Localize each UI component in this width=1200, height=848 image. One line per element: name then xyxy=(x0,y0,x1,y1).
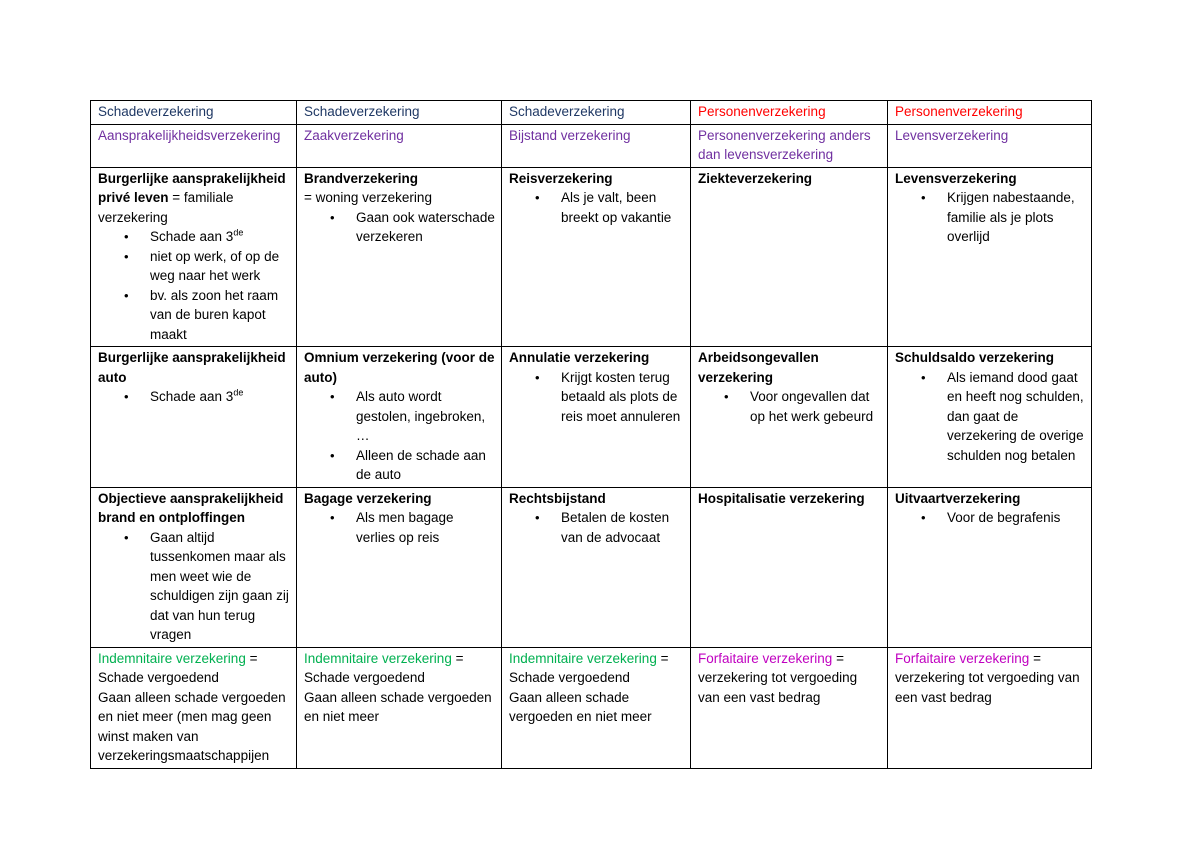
bullet-item: • Als iemand dood gaat en heeft nog schulden, dan gaat de verzekering de overige schulden nog betalen xyxy=(947,368,1085,466)
definition-line: verzekering tot vergoeding van een vast bedrag xyxy=(895,670,1080,705)
type-label: Zaakverzekering xyxy=(304,127,404,143)
definition-eq: = xyxy=(1029,650,1041,666)
insurance-title: Omnium verzekering (voor de auto) xyxy=(304,350,495,385)
bullet-item: • Alleen de schade aan de auto xyxy=(356,446,495,485)
insurance-title: Brandverzekering xyxy=(304,170,419,186)
definition-cell xyxy=(691,647,888,768)
definition-line: verzekering tot vergoeding van een vast bedrag xyxy=(698,670,858,705)
type-label: Aansprakelijkheidsverzekering xyxy=(98,127,281,143)
category-label: Schadeverzekering xyxy=(509,104,625,119)
bullet-item: • Als auto wordt gestolen, ingebroken, … xyxy=(356,387,495,446)
insurance-title: Burgerlijke aansprakelijkheid auto xyxy=(98,350,286,385)
definition-line: Gaan alleen schade vergoeden en niet meer (men mag geen winst maken van verzekeringsmaatschappijen xyxy=(98,689,286,763)
definition-term: Indemnitaire verzekering xyxy=(509,650,657,666)
bullet-list xyxy=(895,188,1085,247)
bullet-item: • Gaan altijd tussenkomen maar als men weet wie de schuldigen zijn gaan zij dat van hun terug vragen xyxy=(150,528,290,645)
definition-eq: = xyxy=(245,650,258,666)
type-label: Personenverzekering anders dan levensverzekering xyxy=(698,127,871,162)
insurance-cell xyxy=(91,347,297,488)
definition-cell xyxy=(91,647,297,768)
definition-term: Forfaitaire verzekering xyxy=(698,650,833,666)
definition-term: Indemnitaire verzekering xyxy=(98,650,246,666)
insurance-title: Arbeidsongevallen verzekering xyxy=(698,350,819,385)
bullet-list xyxy=(895,368,1085,466)
category-cell xyxy=(297,101,502,125)
insurance-title: Rechtsbijstand xyxy=(509,490,606,506)
bullet-list xyxy=(98,528,290,645)
type-label: Bijstand verzekering xyxy=(509,127,631,143)
insurance-title: Levensverzekering xyxy=(895,170,1017,186)
bullet-item: • Betalen de kosten van de advocaat xyxy=(561,508,684,547)
definition-line: Schade vergoedend xyxy=(98,670,219,685)
type-label: Levensverzekering xyxy=(895,127,1009,143)
definition-line: Gaan alleen schade vergoeden en niet meer xyxy=(304,689,492,724)
insurance-title: Schuldsaldo verzekering xyxy=(895,350,1055,365)
bullet-item: • Als je valt, been breekt op vakantie xyxy=(561,188,684,227)
category-cell xyxy=(888,101,1092,125)
bullet-item: • bv. als zoon het raam van de buren kapot maakt xyxy=(150,286,290,345)
insurance-cell xyxy=(502,487,691,647)
category-cell xyxy=(502,101,691,125)
definition-eq: = xyxy=(656,650,669,666)
insurance-cell xyxy=(502,347,691,488)
insurance-row xyxy=(91,167,1092,347)
bullet-list xyxy=(509,188,684,227)
bullet-item: • Krijgt kosten terug betaald als plots de reis moet annuleren xyxy=(561,368,684,427)
insurance-row xyxy=(91,487,1092,647)
category-label: Schadeverzekering xyxy=(98,104,214,119)
type-cell xyxy=(888,124,1092,167)
definition-term: Indemnitaire verzekering xyxy=(304,650,452,666)
definition-eq: = xyxy=(451,650,464,666)
insurance-title: Bagage verzekering xyxy=(304,490,432,506)
insurance-row xyxy=(91,347,1092,488)
category-label: Personenverzekering xyxy=(895,104,1023,119)
insurance-cell xyxy=(297,347,502,488)
bullet-list xyxy=(509,508,684,547)
insurance-cell xyxy=(91,487,297,647)
type-row xyxy=(91,124,1092,167)
insurance-title: Hospitalisatie verzekering xyxy=(698,490,865,506)
definition-term: Forfaitaire verzekering xyxy=(895,650,1030,666)
insurance-intro: = woning verzekering xyxy=(304,190,432,205)
bullet-list xyxy=(98,387,290,407)
insurance-cell xyxy=(888,167,1092,347)
category-label: Schadeverzekering xyxy=(304,104,420,119)
type-cell xyxy=(91,124,297,167)
definition-line: Schade vergoedend xyxy=(304,670,425,685)
definition-eq: = xyxy=(832,650,844,666)
bullet-list xyxy=(304,208,495,247)
bullet-list xyxy=(304,387,495,485)
insurance-title: Reisverzekering xyxy=(509,170,613,186)
definition-line: Schade vergoedend xyxy=(509,670,630,685)
definition-cell xyxy=(888,647,1092,768)
insurance-title: Burgerlijke aansprakelijkheid privé leven xyxy=(98,170,286,205)
insurance-cell xyxy=(691,347,888,488)
insurance-cell xyxy=(691,487,888,647)
type-cell xyxy=(691,124,888,167)
insurance-heading xyxy=(98,169,290,228)
type-cell xyxy=(502,124,691,167)
category-row xyxy=(91,101,1092,125)
insurance-title: Ziekteverzekering xyxy=(698,170,813,186)
insurance-cell xyxy=(502,167,691,347)
bullet-list xyxy=(895,508,1085,528)
insurance-cell xyxy=(888,347,1092,488)
category-label: Personenverzekering xyxy=(698,104,826,119)
definition-line: Gaan alleen schade vergoeden en niet meer xyxy=(509,689,652,724)
insurance-cell xyxy=(91,167,297,347)
insurance-title-suffix: = familiale verzekering xyxy=(98,190,234,225)
bullet-item: • niet op werk, of op de weg naar het werk xyxy=(150,247,290,286)
insurance-title: Objectieve aansprakelijkheid brand en ontploffingen xyxy=(98,490,284,525)
insurance-overview-table xyxy=(90,100,1092,769)
definition-cell xyxy=(502,647,691,768)
insurance-cell xyxy=(297,487,502,647)
bullet-item: • Gaan ook waterschade verzekeren xyxy=(356,208,495,247)
bullet-item: • Voor ongevallen dat op het werk gebeurd xyxy=(750,387,881,426)
bullet-item: • Krijgen nabestaande, familie als je plots overlijd xyxy=(947,188,1085,247)
bullet-item: • Voor de begrafenis xyxy=(947,508,1085,528)
definition-row xyxy=(91,647,1092,768)
type-cell xyxy=(297,124,502,167)
insurance-cell xyxy=(691,167,888,347)
category-cell xyxy=(91,101,297,125)
bullet-list xyxy=(98,227,290,344)
category-cell xyxy=(691,101,888,125)
bullet-list xyxy=(304,508,495,547)
insurance-title: Annulatie verzekering xyxy=(509,350,650,365)
insurance-cell xyxy=(888,487,1092,647)
bullet-item: • Schade aan 3de xyxy=(150,227,290,247)
insurance-title: Uitvaartverzekering xyxy=(895,490,1021,506)
definition-cell xyxy=(297,647,502,768)
bullet-item: • Als men bagage verlies op reis xyxy=(356,508,495,547)
bullet-list xyxy=(509,368,684,427)
bullet-item: • Schade aan 3de xyxy=(150,387,290,407)
bullet-list xyxy=(698,387,881,426)
insurance-cell xyxy=(297,167,502,347)
